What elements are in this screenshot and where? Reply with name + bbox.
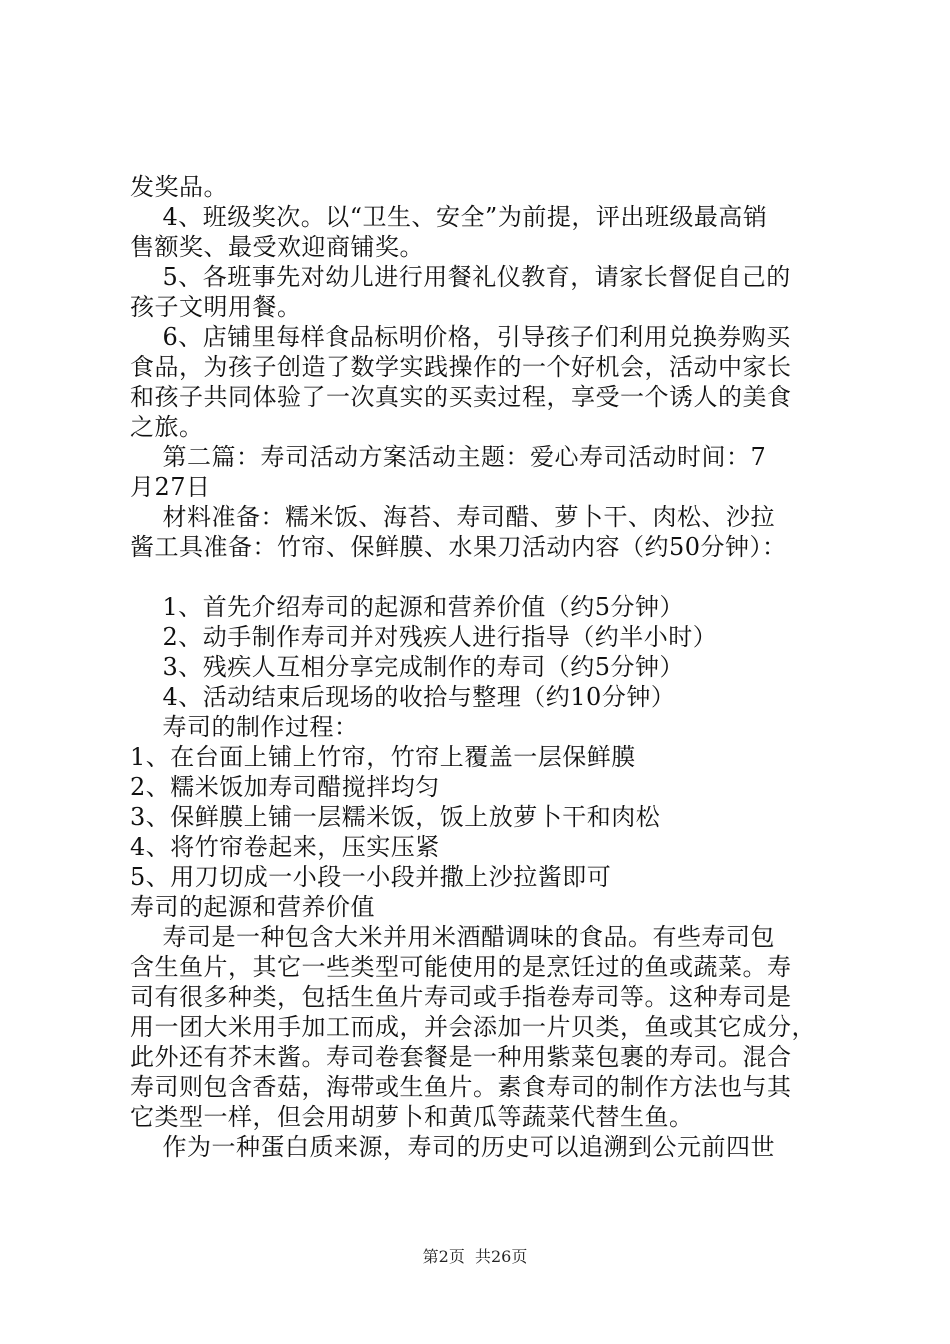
list-item: 2、动手制作寿司并对残疾人进行指导（约半小时） (130, 623, 718, 651)
list-item: 3、保鲜膜上铺一层糯米饭，饭上放萝卜干和肉松 (130, 803, 661, 831)
text-line: 寿司则包含香菇，海带或生鱼片。素食寿司的制作方法也与其 (130, 1073, 792, 1101)
text-line: 6、店铺里每样食品标明价格，引导孩子们利用兑换券购买 (130, 323, 791, 351)
text-line: 寿司是一种包含大米并用米酒醋调味的食品。有些寿司包 (130, 923, 776, 951)
subheading-line: 寿司的起源和营养价值 (130, 893, 375, 921)
text-line: 酱工具准备：竹帘、保鲜膜、水果刀活动内容（约50分钟）： (130, 533, 787, 561)
subheading-line: 寿司的制作过程： (130, 713, 359, 741)
text-line: 售额奖、最受欢迎商铺奖。 (130, 233, 424, 261)
text-line: 作为一种蛋白质来源，寿司的历史可以追溯到公元前四世 (130, 1133, 776, 1161)
text-line: 之旅。 (130, 413, 204, 441)
text-line: 5、各班事先对幼儿进行用餐礼仪教育，请家长督促自己的 (130, 263, 791, 291)
list-item: 4、活动结束后现场的收拾与整理（约10分钟） (130, 683, 676, 711)
blank-line (130, 562, 830, 592)
text-line: 4、班级奖次。以“卫生、安全”为前提，评出班级最高销 (130, 203, 768, 231)
text-line: 司有很多种类，包括生鱼片寿司或手指卷寿司等。这种寿司是 (130, 983, 792, 1011)
list-item: 1、在台面上铺上竹帘，竹帘上覆盖一层保鲜膜 (130, 743, 636, 771)
text-line: 含生鱼片，其它一些类型可能使用的是烹饪过的鱼或蔬菜。寿 (130, 953, 792, 981)
text-line: 此外还有芥末酱。寿司卷套餐是一种用紫菜包裹的寿司。混合 (130, 1043, 792, 1071)
text-line: 和孩子共同体验了一次真实的买卖过程，享受一个诱人的美食 (130, 383, 792, 411)
document-body (130, 172, 830, 1162)
section-heading-line: 第二篇：寿司活动方案活动主题：爱心寿司活动时间：7 (130, 443, 767, 471)
text-line: 它类型一样，但会用胡萝卜和黄瓜等蔬菜代替生鱼。 (130, 1103, 694, 1131)
list-item: 1、首先介绍寿司的起源和营养价值（约5分钟） (130, 593, 685, 621)
text-line: 孩子文明用餐。 (130, 293, 302, 321)
text-line: 发奖品。 (130, 173, 228, 201)
text-line: 食品，为孩子创造了数学实践操作的一个好机会，活动中家长 (130, 353, 792, 381)
list-item: 5、用刀切成一小段一小段并撒上沙拉酱即可 (130, 863, 612, 891)
text-line: 材料准备：糯米饭、海苔、寿司醋、萝卜干、肉松、沙拉 (130, 503, 776, 531)
list-item: 4、将竹帘卷起来，压实压紧 (130, 833, 440, 861)
list-item: 2、糯米饭加寿司醋搅拌均匀 (130, 773, 440, 801)
page-number-footer: 第2页 共26页 (422, 1247, 528, 1266)
list-item: 3、残疾人互相分享完成制作的寿司（约5分钟） (130, 653, 685, 681)
text-line: 用一团大米用手加工而成，并会添加一片贝类，鱼或其它成分， (130, 1013, 816, 1041)
text-line: 月27日 (130, 473, 211, 501)
